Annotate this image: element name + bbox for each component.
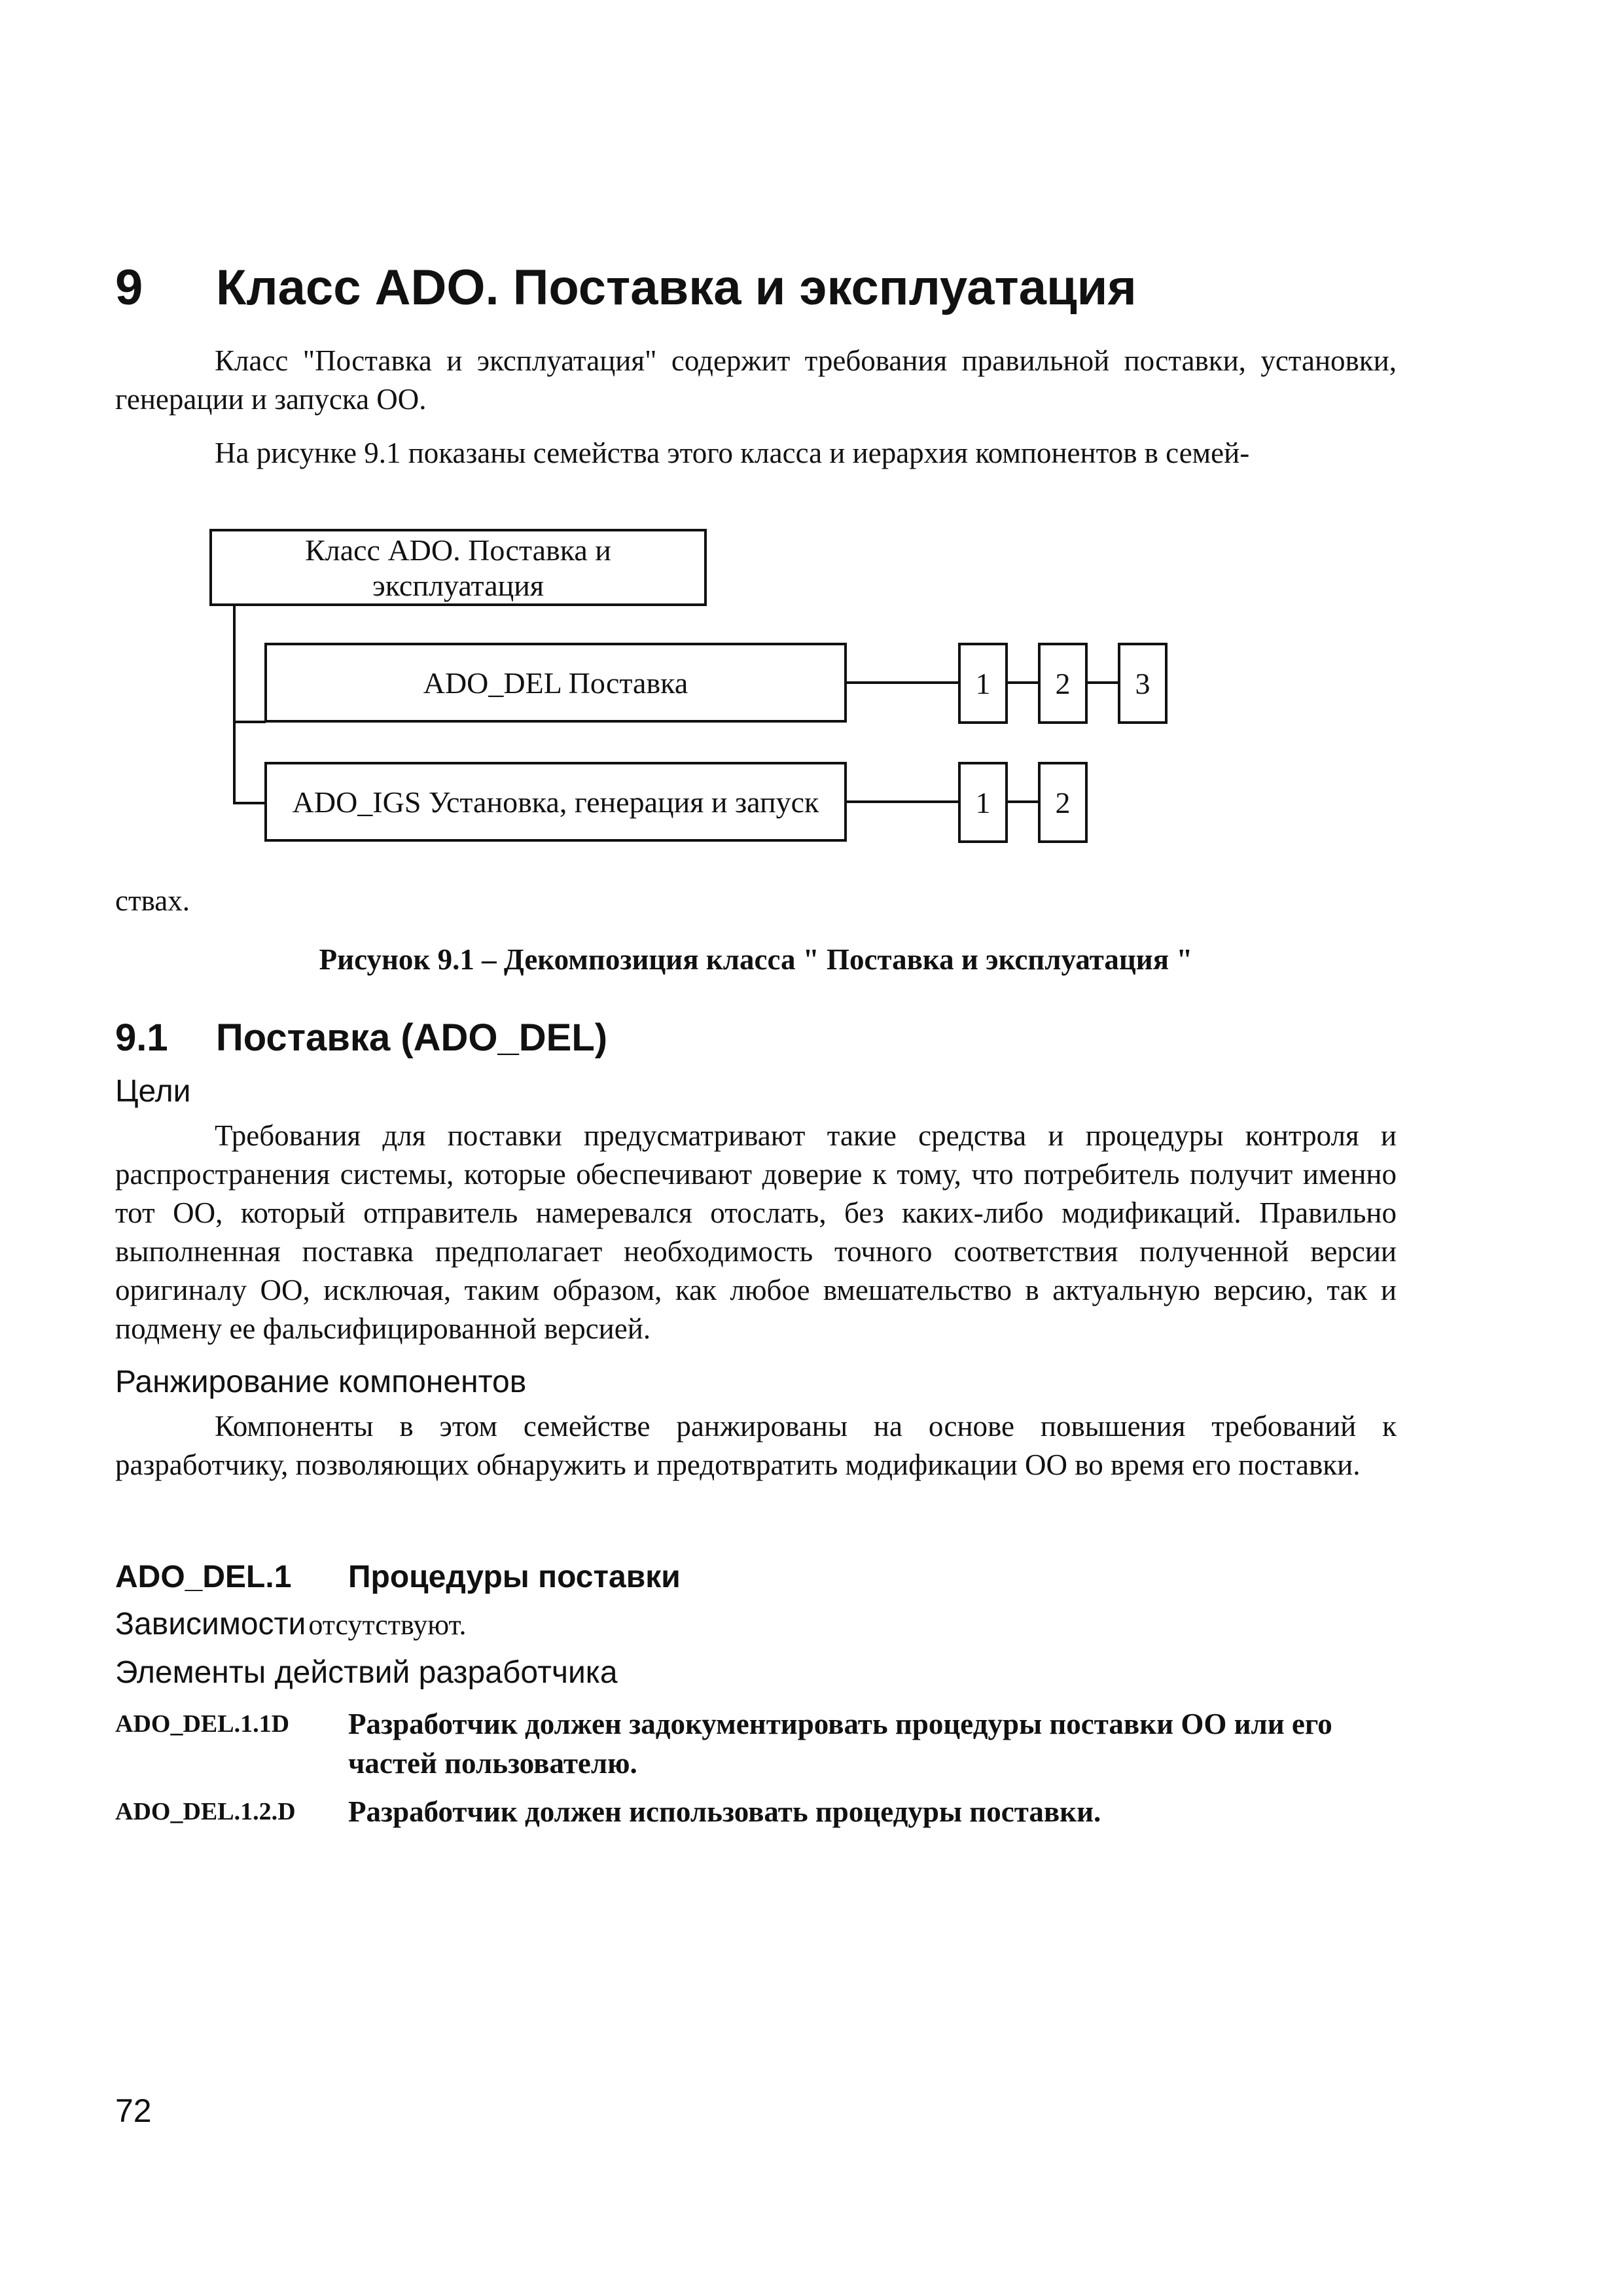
family-label: ADO_DEL Поставка	[423, 666, 688, 700]
ranking-paragraph: Компоненты в этом семействе ранжированы на основе повышения требований к разработчику, позволяющих обнаружить и предотвратить модификации ОО во время его поставки.	[115, 1410, 1397, 1481]
section-number: 9.1	[115, 1016, 168, 1059]
component-title: Процедуры поставки	[348, 1560, 681, 1594]
component-link	[1008, 681, 1039, 684]
family-box-ado-del	[264, 643, 847, 723]
goals-paragraph: Требования для поставки предусматривают такие средства и процедуры контроля и распространения системы, которые обеспечивают доверие к тому, что потребитель получит именно тот ОО, который отправитель намеревался отослать, без каких-либо модификаций. Правильно выполненная поставка предполагает необходимость точного соответствия полученной версии оригиналу ОО, исключая, таким образом, как любое вмешательство в актуальную версию, так и подмену ее фальсифицированной версией.	[115, 1119, 1397, 1345]
family-box-ado-igs	[264, 762, 847, 842]
goals-heading: Цели	[115, 1074, 191, 1109]
figure-caption: Рисунок 9.1 – Декомпозиция класса " Поставка и эксплуатация "	[319, 943, 1193, 976]
ranking-heading: Ранжирование компонентов	[115, 1365, 527, 1399]
family-component-link	[847, 800, 959, 803]
class-box-label: Класс ADO. Поставка и эксплуатация	[305, 533, 611, 602]
component-box: 2	[1038, 643, 1088, 724]
connector-family-1	[233, 721, 266, 723]
section-title: Поставка (ADO_DEL)	[216, 1016, 608, 1059]
component-box: 3	[1118, 643, 1168, 724]
intro-paragraph-2-end: ствах.	[115, 884, 190, 917]
component-heading	[115, 1559, 681, 1595]
component-box: 2	[1038, 762, 1088, 843]
family-component-link	[847, 681, 959, 684]
element-text: Разработчик должен использовать процедуры поставки.	[348, 1795, 1101, 1828]
dev-elements-heading: Элементы действий разработчика	[115, 1655, 618, 1690]
component-box: 1	[958, 643, 1008, 724]
chapter-heading	[115, 259, 1137, 316]
intro-paragraph-2-start: На рисунке 9.1 показаны семейства этого класса и иерархия компонентов в семей-	[215, 437, 1250, 469]
element-text: Разработчик должен задокументировать процедуры поставки ОО или его частей пользователю.	[348, 1708, 1332, 1780]
page-number: 72	[115, 2092, 152, 2129]
dependencies-label: Зависимости	[115, 1607, 306, 1641]
element-id: ADO_DEL.1.1D	[115, 1710, 290, 1738]
family-label: ADO_IGS Установка, генерация и запуск	[292, 785, 819, 819]
component-link	[1088, 681, 1119, 684]
component-id: ADO_DEL.1	[115, 1560, 292, 1594]
chapter-number: 9	[115, 260, 143, 315]
class-box	[209, 529, 707, 606]
dependencies-line	[115, 1606, 466, 1642]
section-heading	[115, 1016, 607, 1060]
component-box: 1	[958, 762, 1008, 843]
component-link	[1008, 800, 1039, 803]
dependencies-value: отсутствуют.	[308, 1609, 467, 1641]
intro-paragraph: Класс "Поставка и эксплуатация" содержит требования правильной поставки, установки, генерации и запуска ОО.	[115, 344, 1397, 416]
element-id: ADO_DEL.1.2.D	[115, 1798, 296, 1825]
chapter-title: Класс ADO. Поставка и эксплуатация	[216, 260, 1137, 315]
connector-family-2	[233, 802, 266, 804]
hierarchy-connector	[233, 606, 236, 804]
